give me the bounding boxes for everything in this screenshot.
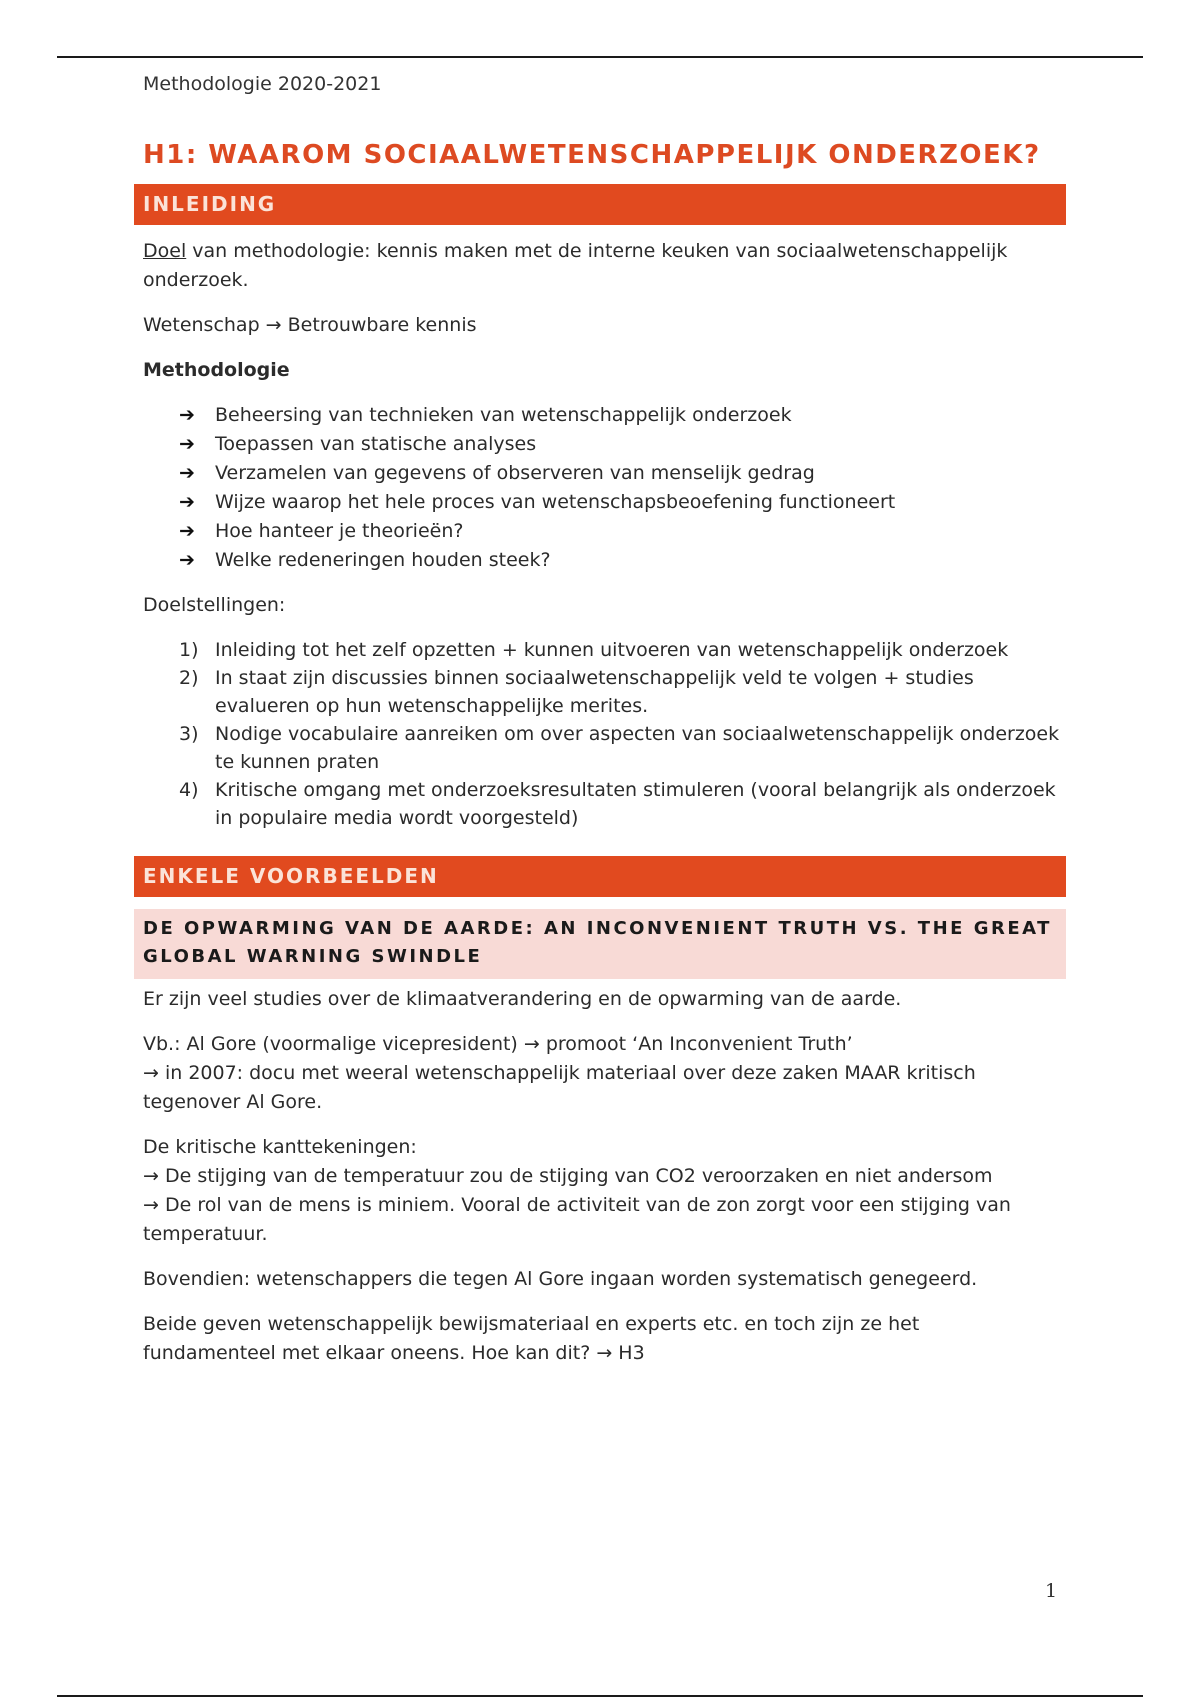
- top-rule: [57, 56, 1143, 58]
- arrow-bullet-icon: ➔: [179, 433, 195, 455]
- methodologie-heading: Methodologie: [143, 359, 290, 381]
- arrow-bullet-icon: ➔: [179, 549, 195, 571]
- running-header: Methodologie 2020-2021: [143, 73, 382, 95]
- wetenschap-line: Wetenschap → Betrouwbare kennis: [143, 314, 477, 336]
- page-number: 1: [1045, 1580, 1058, 1602]
- list-item: ➔ Beheersing van technieken van wetenschappelijk onderzoek: [179, 401, 1066, 430]
- doelstellingen-list: [134, 636, 1066, 832]
- paragraph: Er zijn veel studies over de klimaatverandering en de opwarming van de aarde.: [143, 988, 902, 1010]
- list-number: 3): [179, 723, 199, 745]
- section-heading-inleiding: INLEIDING: [134, 184, 1066, 225]
- doel-paragraph: [143, 237, 1057, 295]
- arrow-bullet-icon: ➔: [179, 404, 195, 426]
- section-heading-voorbeelden: ENKELE VOORBEELDEN: [134, 856, 1066, 897]
- list-item: ➔ Verzamelen van gegevens of observeren van menselijk gedrag: [179, 459, 1066, 488]
- doelstellingen-label: Doelstellingen:: [143, 594, 286, 616]
- paragraph: Beide geven wetenschappelijk bewijsmateriaal en experts etc. en toch zijn ze het fundamenteel met elkaar oneens. Hoe kan dit? → H3: [143, 1313, 920, 1364]
- text-line: Vb.: Al Gore (voormalige vicepresident) → promoot ‘An Inconvenient Truth’: [143, 1033, 853, 1055]
- arrow-bullet-icon: ➔: [179, 520, 195, 542]
- paragraph: Bovendien: wetenschappers die tegen Al Gore ingaan worden systematisch genegeerd.: [143, 1268, 978, 1290]
- list-item: 1) Inleiding tot het zelf opzetten + kunnen uitvoeren van wetenschappelijk onderzoek: [179, 636, 1066, 664]
- list-item: ➔ Wijze waarop het hele proces van wetenschapsbeoefening functioneert: [179, 488, 1066, 517]
- doel-text: van methodologie: kennis maken met de interne keuken van sociaalwetenschappelijk onderzoek.: [143, 240, 1008, 291]
- chapter-title: H1: WAAROM SOCIAALWETENSCHAPPELIJK ONDERZOEK?: [143, 140, 1041, 170]
- subsection-heading-opwarming: DE OPWARMING VAN DE AARDE: AN INCONVENIENT TRUTH VS. THE GREAT GLOBAL WARNING SWINDLE: [134, 909, 1066, 979]
- list-item: 4) Kritische omgang met onderzoeksresultaten stimuleren (vooral belangrijk als onderzoek in populaire media wordt voorgesteld): [179, 776, 1066, 832]
- text-line: → De stijging van de temperatuur zou de stijging van CO2 veroorzaken en niet andersom: [143, 1165, 993, 1187]
- arrow-bullet-icon: ➔: [179, 491, 195, 513]
- list-number: 4): [179, 779, 199, 801]
- list-item: ➔ Hoe hanteer je theorieën?: [179, 517, 1066, 546]
- list-number: 1): [179, 639, 199, 661]
- list-item: 2) In staat zijn discussies binnen sociaalwetenschappelijk veld te volgen + studies evalueren op hun wetenschappelijke merites.: [179, 664, 1066, 720]
- paragraph-kanttekeningen: [143, 1133, 1057, 1249]
- text-line: → in 2007: docu met weeral wetenschappelijk materiaal over deze zaken MAAR kritisch tegenover Al Gore.: [143, 1062, 976, 1113]
- paragraph-al-gore: [143, 1030, 1057, 1117]
- bottom-rule: [57, 1695, 1143, 1697]
- text-line: De kritische kanttekeningen:: [143, 1136, 417, 1158]
- methodologie-list: [134, 401, 1066, 575]
- list-item: ➔ Welke redeneringen houden steek?: [179, 546, 1066, 575]
- list-item: ➔ Toepassen van statische analyses: [179, 430, 1066, 459]
- doel-underlined: Doel: [143, 240, 187, 262]
- list-item: 3) Nodige vocabulaire aanreiken om over aspecten van sociaalwetenschappelijk onderzoek te kunnen praten: [179, 720, 1066, 776]
- page-content: [134, 140, 1066, 1384]
- arrow-bullet-icon: ➔: [179, 462, 195, 484]
- list-number: 2): [179, 667, 199, 689]
- text-line: → De rol van de mens is miniem. Vooral de activiteit van de zon zorgt voor een stijging van temperatuur.: [143, 1194, 1011, 1245]
